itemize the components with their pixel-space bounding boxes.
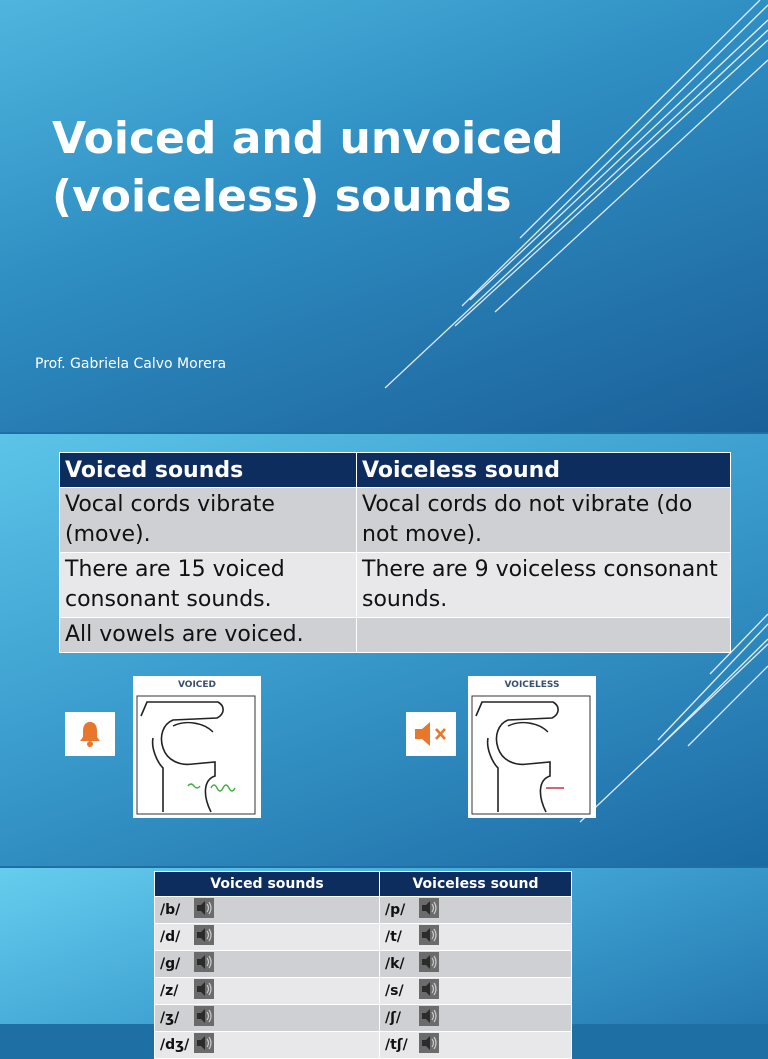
table-header-row [155,872,572,897]
voiced-bell-button[interactable] [65,712,115,756]
table-cell [380,1005,572,1032]
speaker-icon[interactable] [194,979,214,1003]
title-slide [0,0,768,432]
table-row [60,618,731,653]
column-header: Voiceless sound [357,453,731,488]
phoneme-label: /k/ [385,956,405,972]
speaker-icon[interactable] [419,1006,439,1030]
comparison-table [59,452,731,653]
phoneme-label: /t/ [385,929,402,945]
table-cell [380,897,572,924]
speaker-icon[interactable] [194,1033,214,1057]
table-row [60,553,731,618]
speaker-icon[interactable] [194,1006,214,1030]
sound-rows [155,897,572,1059]
table-cell: All vowels are voiced. [60,618,357,653]
author-name: Prof. Gabriela Calvo Morera [35,356,227,372]
table-cell [155,897,380,924]
table-cell: There are 15 voiced consonant sounds. [60,553,357,618]
table-row [155,1032,572,1059]
phoneme-label: /d/ [160,929,181,945]
speaker-icon[interactable] [419,1033,439,1057]
phoneme-label: /b/ [160,902,181,918]
comparison-slide [0,434,768,866]
title-line-1: Voiced and unvoiced [52,113,564,164]
phoneme-label: /p/ [385,902,406,918]
phoneme-label: /g/ [160,956,181,972]
sounds-table [154,871,572,1059]
table-header-row [60,453,731,488]
speaker-icon[interactable] [419,979,439,1003]
speaker-icon[interactable] [194,952,214,976]
table-row [155,924,572,951]
table-cell: Vocal cords vibrate (move). [60,488,357,553]
speaker-icon[interactable] [194,898,214,922]
phoneme-label: /tʃ/ [385,1037,408,1053]
column-header: Voiced sounds [60,453,357,488]
title-line-2: (voiceless) sounds [52,171,512,222]
diagram-label: VOICELESS [504,680,560,690]
table-cell [155,978,380,1005]
phoneme-label: /s/ [385,983,404,999]
voiced-diagram [133,676,261,818]
throat-diagram-image [468,676,596,818]
table-cell [380,1032,572,1059]
table-cell [155,951,380,978]
diagram-label: VOICED [177,680,217,690]
speaker-icon[interactable] [419,898,439,922]
voiceless-muted-button[interactable] [406,712,456,756]
column-header: Voiceless sound [380,872,572,897]
table-cell [155,1005,380,1032]
table-cell [380,924,572,951]
phoneme-label: /dʒ/ [160,1037,190,1053]
table-row [155,897,572,924]
speaker-icon[interactable] [419,925,439,949]
speaker-icon[interactable] [419,952,439,976]
voiceless-diagram [468,676,596,818]
phoneme-label: /z/ [160,983,179,999]
sounds-table-slide [0,868,768,1053]
table-cell [380,978,572,1005]
muted-speaker-icon [411,718,451,750]
phoneme-label: /ʃ/ [385,1010,402,1026]
table-cell: There are 9 voiceless consonant sounds. [357,553,731,618]
table-row [155,951,572,978]
table-row [155,1005,572,1032]
throat-diagram-image [133,676,261,818]
table-row [155,978,572,1005]
table-cell [357,618,731,653]
table-cell [155,1032,380,1059]
speaker-icon[interactable] [194,925,214,949]
slide-title [52,110,572,226]
table-cell: Vocal cords do not vibrate (do not move). [357,488,731,553]
bell-icon [74,718,106,750]
column-header: Voiced sounds [155,872,380,897]
table-cell [380,951,572,978]
table-row [60,488,731,553]
phoneme-label: /ʒ/ [160,1010,180,1026]
table-cell [155,924,380,951]
